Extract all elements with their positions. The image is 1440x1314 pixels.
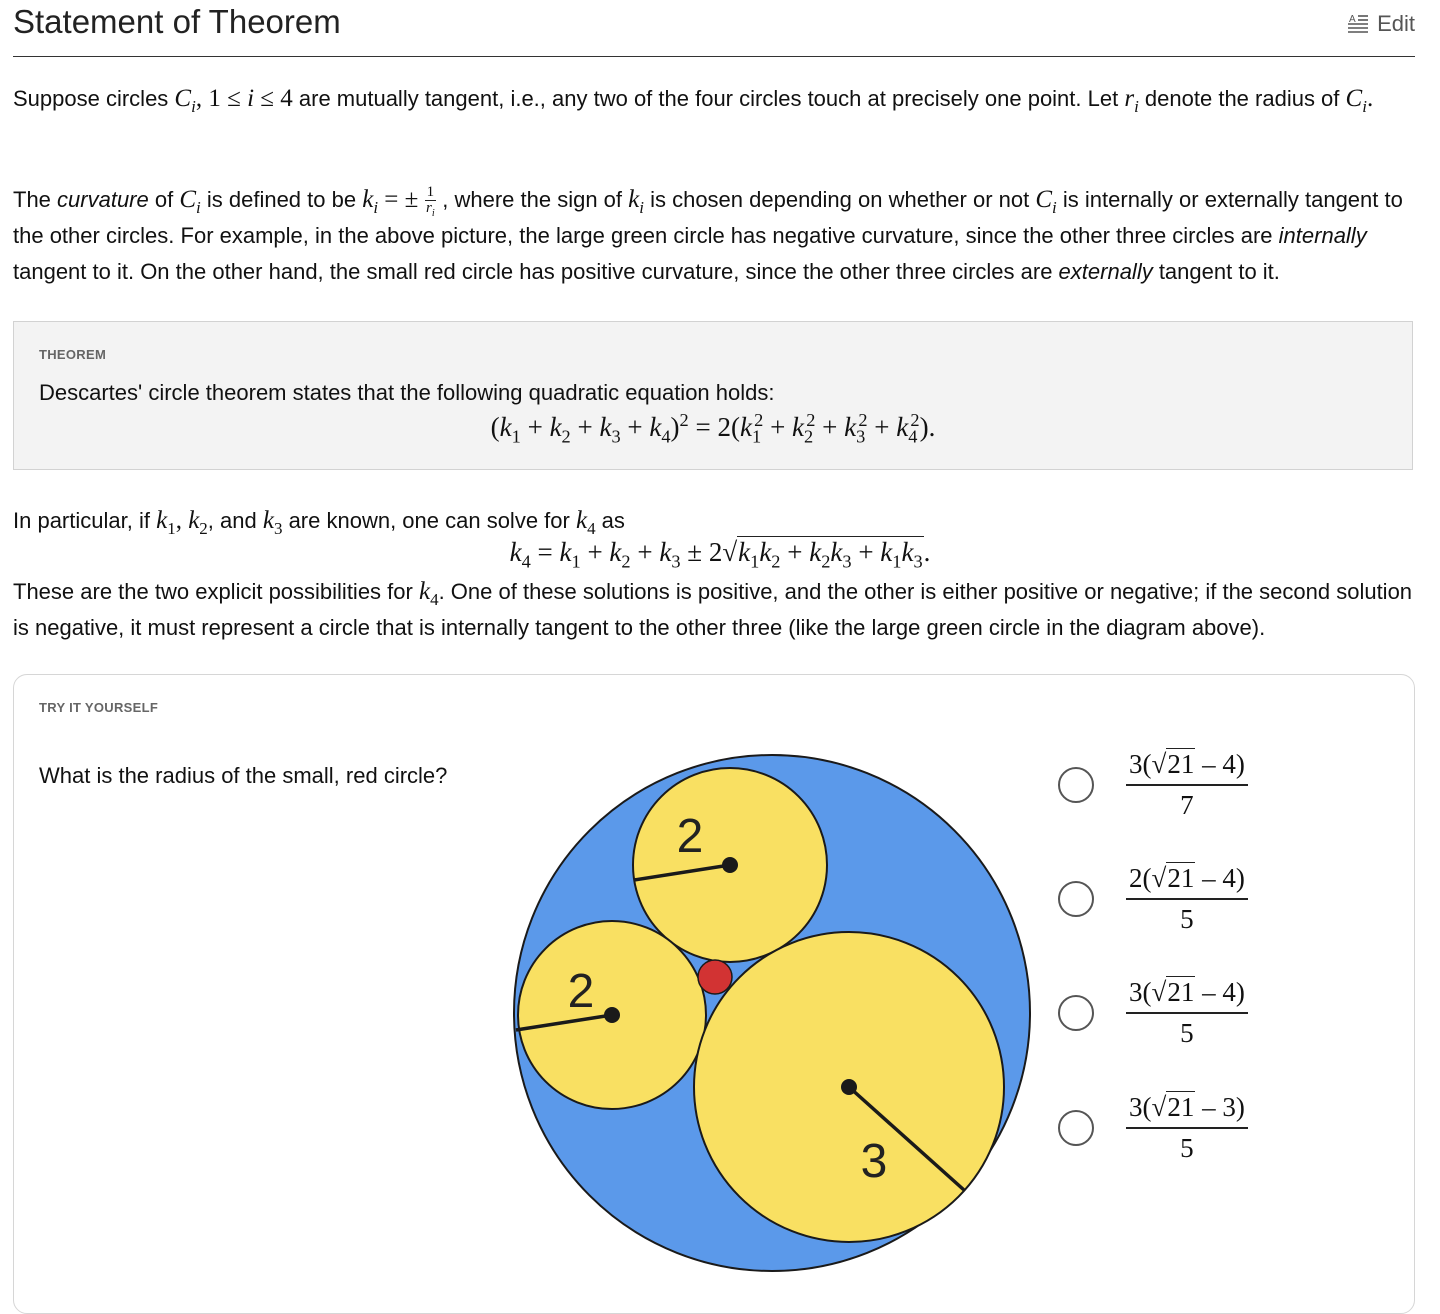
radio-button[interactable] xyxy=(1058,1110,1094,1146)
top-radius-label: 2 xyxy=(676,810,704,863)
question-text: What is the radius of the small, red circle? xyxy=(39,763,448,788)
answer-option-3[interactable] xyxy=(1058,973,1318,1053)
theorem-equation: $(k_1 + k_2 + k_3 + k_4)^2 = 2(k_1^2 + k_2^2 + k_3^2 + k_4^2)$. xyxy=(490,410,936,447)
answer-option-2[interactable] xyxy=(1058,859,1318,939)
try-it-label: TRY IT YOURSELF xyxy=(39,700,159,715)
edit-label: Edit xyxy=(1377,11,1415,36)
answer-option-4[interactable] xyxy=(1058,1088,1318,1168)
intro-paragraph: Suppose circles $C_i$, 1 ≤ i ≤ 4 are mutually tangent, i.e., any two of the four circles touch at precisely one point. Let $r_i$ denote the radius of $C_i$. xyxy=(13,85,1374,116)
large-radius-label: 3 xyxy=(860,1135,888,1188)
svg-text:A: A xyxy=(1349,14,1356,25)
answer-fraction: $\frac{2(√21 - 4)}{5}$ xyxy=(1126,863,1248,935)
edit-icon xyxy=(1347,13,1369,35)
k4-equation: $k_4 = k_1 + k_2 + k_3 \pm 2√k_1k_2 + k_2k_3 + k_1k_3$. xyxy=(509,537,931,572)
left-radius-label: 2 xyxy=(567,965,595,1018)
answer-fraction: $\frac{3(√21 - 4)}{5}$ xyxy=(1126,977,1248,1049)
top-center-dot xyxy=(722,857,738,873)
radio-button[interactable] xyxy=(1058,881,1094,917)
edit-button[interactable] xyxy=(1347,11,1415,37)
radio-button[interactable] xyxy=(1058,995,1094,1031)
circle-diagram xyxy=(509,745,1039,1285)
left-center-dot xyxy=(604,1007,620,1023)
section-header xyxy=(13,0,1415,57)
answer-fraction: $\frac{3(√21 - 3)}{5}$ xyxy=(1126,1092,1248,1164)
page-title: Statement of Theorem xyxy=(13,3,341,40)
try-it-panel xyxy=(13,674,1415,1314)
theorem-statement: Descartes' circle theorem states that the following quadratic equation holds: xyxy=(39,380,775,405)
curvature-paragraph: The curvature of $C_i$ is defined to be $k_i$ = ± $\frac{1}{r_i}$ , where the sign of $k_i$ is chosen depending on whether or not $C_i$ is internally or externally tangent to the other circles. For example, in the above picture, the large green circle has negative curvature, since the other three circles are internally tangent to it. On the other hand, the small red circle has positive curvature, since the other three circles are externally tangent to it. xyxy=(13,183,1403,284)
theorem-box xyxy=(13,321,1413,470)
explanation-paragraph: These are the two explicit possibilities for $k_4$. One of these solutions is positive, and the other is either positive or negative; if the second solution is negative, it must represent a circle that is internally tangent to the other three (like the large green circle in the diagram above). xyxy=(13,578,1413,640)
radio-button[interactable] xyxy=(1058,767,1094,803)
small-red-circle xyxy=(698,960,732,994)
theorem-label: THEOREM xyxy=(39,347,107,362)
answer-fraction: $\frac{3(√21 - 4)}{7}$ xyxy=(1126,749,1248,821)
particular-paragraph: In particular, if $k_1$, $k_2$, and $k_3$ are known, one can solve for $k_4$ as xyxy=(13,507,625,538)
large-center-dot xyxy=(841,1079,857,1095)
answer-option-1[interactable] xyxy=(1058,745,1318,825)
